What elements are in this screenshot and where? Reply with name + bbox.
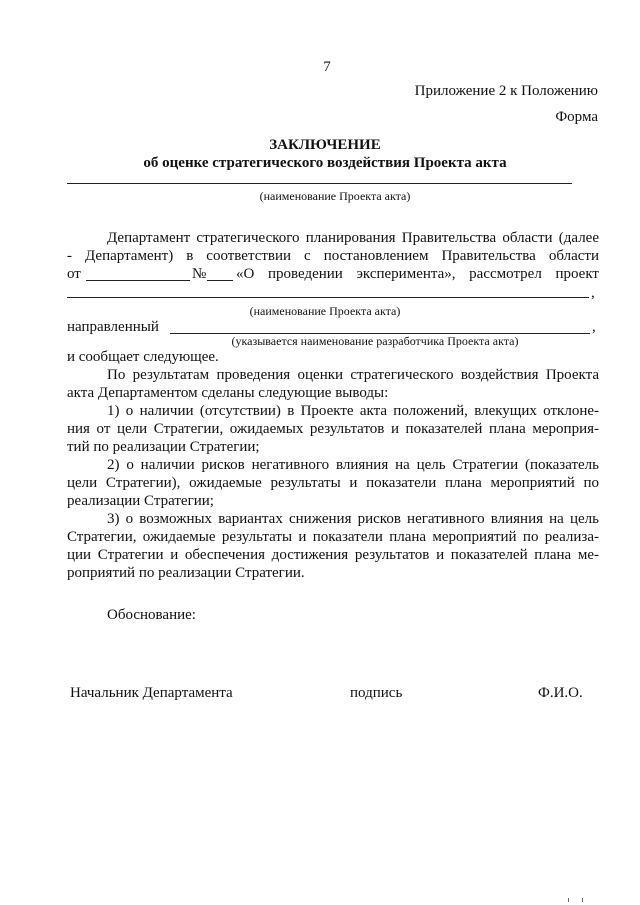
number-sign: № — [192, 266, 207, 282]
item-1-line-3: тий по реализации Стратегии; — [67, 439, 260, 455]
directed-label: направленный — [67, 319, 159, 335]
justification-label: Обоснование: — [107, 607, 196, 623]
intro-line-2: - Департамент) в соответствии с постановлением Правительства области — [67, 248, 599, 264]
signature-position: Начальник Департамента — [70, 685, 233, 701]
conclusion-line-2: акта Департаментом сделаны следующие выводы: — [67, 385, 389, 401]
item-1-line-1: 1) о наличии (отсутствии) в Проекте акта положений, влекущих отклоне- — [107, 403, 599, 419]
item-3-line-4: роприятий по реализации Стратегии. — [67, 565, 305, 581]
item-3-line-3: ции Стратегии и обеспечения достижения результатов и показателей плана ме- — [67, 547, 599, 563]
project-name-blank-2 — [67, 297, 589, 298]
date-blank — [86, 280, 190, 281]
scan-mark — [568, 898, 569, 902]
intro-line-3-rest: «О проведении эксперимента», рассмотрел проект — [236, 266, 599, 282]
conclusion-line-1: По результатам проведения оценки стратегического воздействия Проекта — [107, 367, 599, 383]
scan-mark — [582, 898, 583, 902]
appendix-note: Приложение 2 к Положению — [414, 83, 598, 99]
comma-2: , — [592, 319, 596, 335]
signature-name: Ф.И.О. — [538, 685, 583, 701]
document-subtitle: об оценке стратегического воздействия Проекта акта — [143, 155, 507, 171]
project-name-caption-2: (наименование Проекта акта) — [249, 304, 401, 318]
developer-caption: (указывается наименование разработчика Проекта акта) — [231, 334, 519, 348]
page-number: 7 — [323, 59, 331, 75]
item-1-line-2: ния от цели Стратегии, ожидаемых результатов и показателей плана мероприя- — [67, 421, 599, 437]
item-2-line-3: реализации Стратегии; — [67, 493, 214, 509]
item-2-line-1: 2) о наличии рисков негативного влияния на цель Стратегии (показатель — [107, 457, 599, 473]
item-3-line-1: 3) о возможных вариантах снижения рисков негативного влияния на цель — [107, 511, 599, 527]
item-2-line-2: цели Стратегии), ожидаемые результаты и показатели плана мероприятий по — [67, 475, 599, 491]
number-blank — [207, 280, 233, 281]
comma-1: , — [591, 285, 595, 301]
document-title: ЗАКЛЮЧЕНИЕ — [269, 137, 381, 153]
intro-line-1: Департамент стратегического планирования Правительства области (далее — [107, 230, 599, 246]
project-name-caption: (наименование Проекта акта) — [259, 189, 411, 203]
from-label: от — [67, 266, 81, 282]
signature-sign: подпись — [350, 685, 403, 701]
project-name-blank — [67, 183, 572, 184]
item-3-line-2: Стратегии, ожидаемые результаты и показатели плана мероприятий по реализа- — [67, 529, 599, 545]
reports-line: и сообщает следующее. — [67, 349, 219, 365]
form-label: Форма — [555, 109, 598, 125]
